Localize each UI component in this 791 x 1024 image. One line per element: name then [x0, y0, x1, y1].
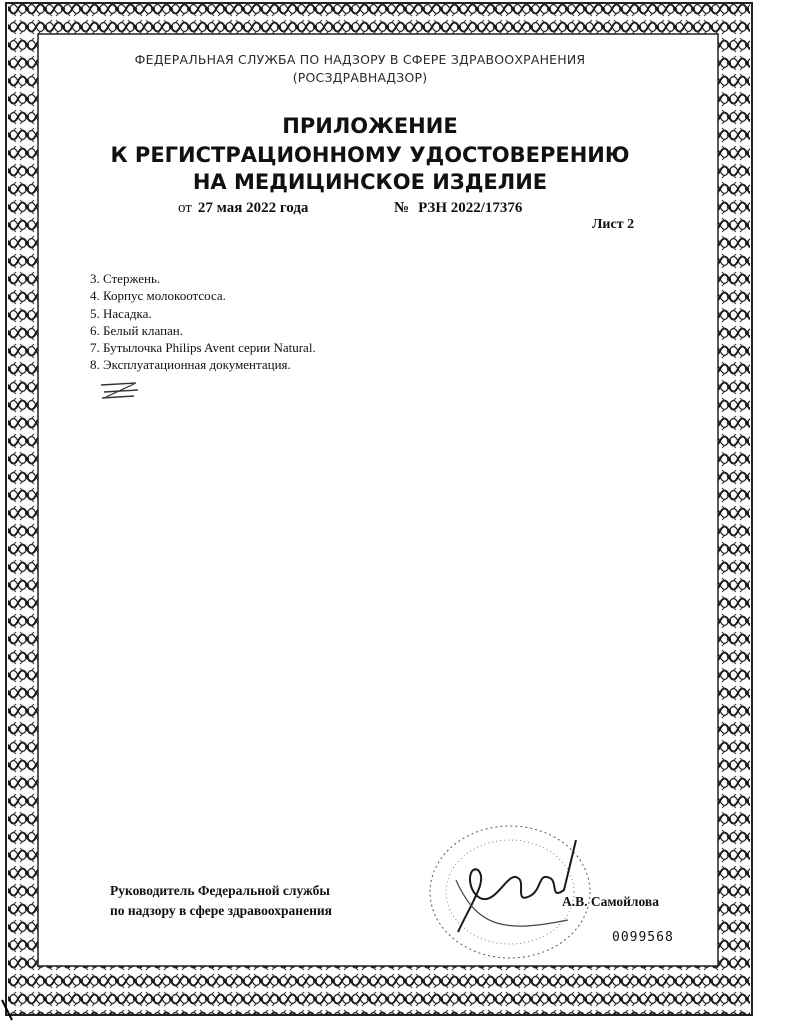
agency-abbreviation: (РОСЗДРАВНАДЗОР)	[292, 70, 428, 85]
list-item: 8. Эксплуатационная документация.	[90, 357, 291, 373]
registration-number: РЗН 2022/17376	[418, 200, 523, 216]
agency-name: ФЕДЕРАЛЬНАЯ СЛУЖБА ПО НАДЗОРУ В СФЕРЕ ЗДРАВООХРАНЕНИЯ	[134, 52, 586, 67]
list-item: 6. Белый клапан.	[90, 322, 183, 338]
sheet-number: Лист 2	[592, 217, 635, 232]
form-serial-number: 0099568	[612, 930, 674, 945]
list-item: 3. Стержень.	[90, 271, 161, 286]
list-item: 7. Бутылочка Philips Avent серии Natural.	[90, 340, 316, 356]
signer-name: А.В. Самойлова	[562, 894, 659, 909]
registration-number-line	[394, 200, 522, 217]
list-item: 5. Насадка.	[90, 305, 152, 321]
registration-date: 27 мая 2022 года	[197, 200, 309, 216]
item-list	[90, 270, 316, 374]
date-prefix: от	[178, 200, 192, 216]
document-subtitle-line2: НА МЕДИЦИНСКОЕ ИЗДЕЛИЕ	[192, 170, 548, 194]
number-sign: №	[394, 200, 410, 216]
document-subtitle-line1: К РЕГИСТРАЦИОННОМУ УДОСТОВЕРЕНИЮ	[110, 143, 630, 167]
registration-date-line	[178, 200, 308, 217]
end-of-list-mark	[98, 380, 142, 402]
list-item: 4. Корпус молокоотсоса.	[90, 288, 226, 304]
signer-position-line1: Руководитель Федеральной службы	[110, 883, 330, 898]
document-title: ПРИЛОЖЕНИЕ	[282, 114, 458, 138]
signer-position-line2: по надзору в сфере здравоохранения	[110, 903, 332, 918]
